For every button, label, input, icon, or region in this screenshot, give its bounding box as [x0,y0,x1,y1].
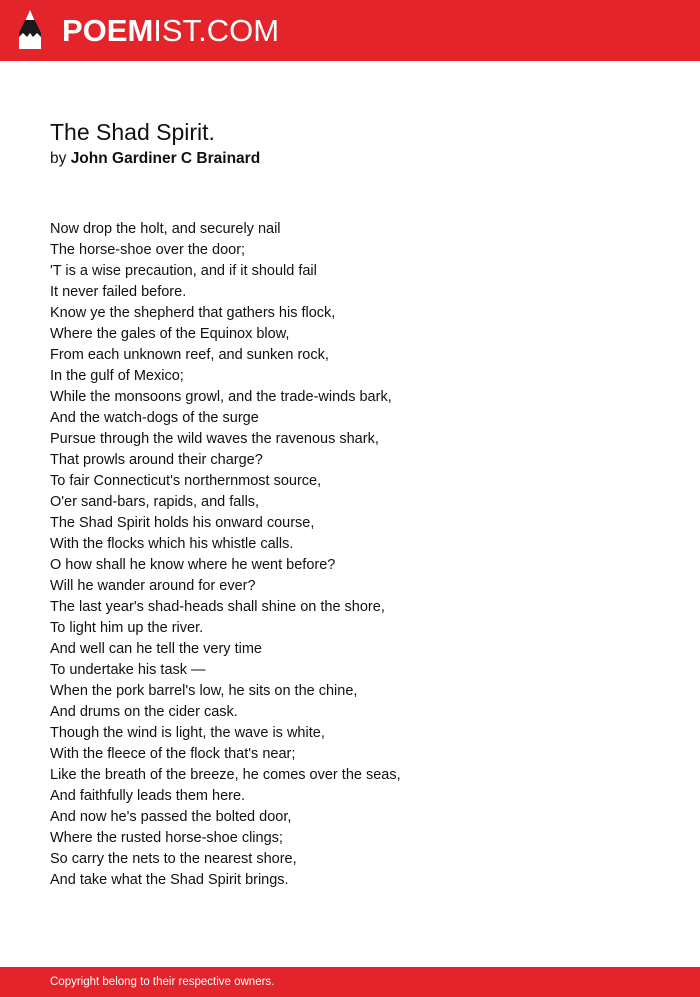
poem-line: To fair Connecticut's northernmost source, [50,473,322,489]
site-header [0,0,700,61]
poem-line: 'T is a wise precaution, and if it should fail [50,263,317,279]
poem-line: Like the breath of the breeze, he comes over the seas, [50,767,401,783]
poem-line: Where the rusted horse-shoe clings; [50,830,283,846]
poem-byline [50,148,260,170]
poem-line: With the fleece of the flock that's near; [50,746,296,762]
poem-line: Will he wander around for ever? [50,578,256,594]
pencil-tip-icon [17,9,43,51]
poem-line: When the pork barrel's low, he sits on the chine, [50,683,358,699]
site-footer [0,967,700,997]
poem-line: And drums on the cider cask. [50,704,238,720]
poem-line: So carry the nets to the nearest shore, [50,851,297,867]
poem-line: And faithfully leads them here. [50,788,246,804]
poem-line: Pursue through the wild waves the ravenous shark, [50,431,379,447]
logo-text-strong: POEM [62,13,154,48]
poem-line: With the flocks which his whistle calls. [50,536,294,552]
poem-line: That prowls around their charge? [50,452,263,468]
poem-line: O how shall he know where he went before? [50,557,336,573]
poem-line: The last year's shad-heads shall shine on the shore, [50,599,385,615]
poem-line: O'er sand-bars, rapids, and falls, [50,494,260,510]
copyright-text: Copyright belong to their respective owners. [50,976,275,988]
poem-line: Though the wind is light, the wave is white, [50,725,325,741]
site-logo[interactable] [62,13,279,49]
poem-line: Now drop the holt, and securely nail [50,221,281,237]
poem-line: In the gulf of Mexico; [50,368,184,384]
poem-line: It never failed before. [50,284,187,300]
poem-title: The Shad Spirit. [50,119,215,145]
poem-line: And well can he tell the very time [50,641,262,657]
author-name: John Gardiner C Brainard [70,150,261,167]
poem-line: From each unknown reef, and sunken rock, [50,347,329,363]
by-label: by [50,150,67,167]
poem-line: To undertake his task — [50,662,206,678]
poem-line: The Shad Spirit holds his onward course, [50,515,315,531]
poem-line: And the watch-dogs of the surge [50,410,259,426]
poem-body [50,219,401,891]
poem-line: To light him up the river. [50,620,204,636]
poem-line: Where the gales of the Equinox blow, [50,326,290,342]
poem-line: And now he's passed the bolted door, [50,809,292,825]
poem-line: And take what the Shad Spirit brings. [50,872,289,888]
logo-text-light: IST.COM [153,13,280,48]
poem-line: While the monsoons growl, and the trade-winds bark, [50,389,392,405]
poem-line: Know ye the shepherd that gathers his flock, [50,305,336,321]
poem-line: The horse-shoe over the door; [50,242,246,258]
